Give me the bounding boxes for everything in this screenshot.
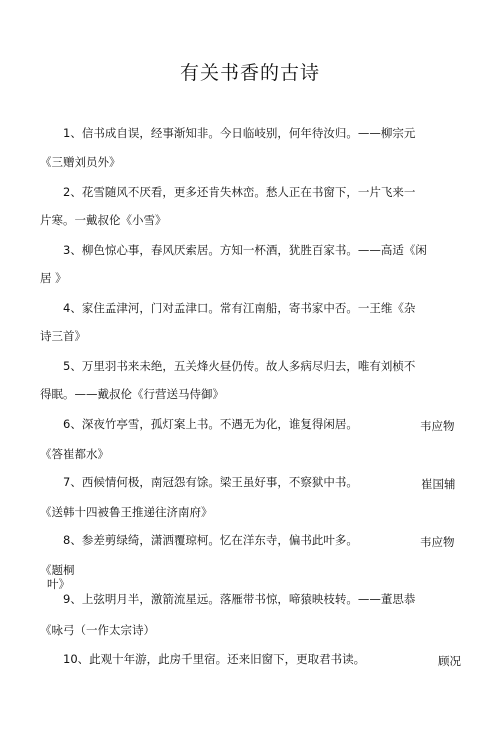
poem-line: 10、此观十年游，此房千里宿。还来旧窗下，更取君书读。 <box>63 652 366 666</box>
poem-author: 崔国辅 <box>421 477 456 491</box>
poem-line: 3、柳色惊心事，春风厌索居。方知一杯酒，犹胜百家书。——高适《闲 <box>63 243 427 257</box>
poem-source: 《咏弓（一作太宗诗） <box>40 623 155 637</box>
poem-line: 5、万里羽书来未绝，五关烽火昼仍传。故人多病尽归去，唯有刘桢不 <box>63 359 416 373</box>
poem-source: 《送韩十四被鲁王推递往济南府》 <box>40 505 213 519</box>
poem-source: 诗三首》 <box>40 329 86 343</box>
poem-author: 顾况 <box>438 654 461 668</box>
poem-source: 《三赠刘员外》 <box>40 155 121 169</box>
poem-line: 6、深夜竹亭雪，孤灯案上书。不遇无为化，谁复得闲居。 <box>63 417 358 431</box>
poem-line: 8、参差剪绿绮，潇洒覆琼柯。忆在洋东寺，偏书此叶多。 <box>63 533 358 547</box>
poem-source: 《答崔都水》 <box>40 447 109 461</box>
poem-line: 7、西候情何极，南冠怨有馀。梁王虽好事，不察狱中书。 <box>63 475 358 489</box>
poem-line: 4、家住孟津河，门对孟津口。常有江南船，寄书家中否。一王维《杂 <box>63 301 416 315</box>
poem-source: 《题桐 <box>40 563 75 577</box>
poem-source: 居 》 <box>40 271 67 285</box>
poem-source: 叶》 <box>47 577 70 591</box>
poem-line: 1、信书成自误，经事渐知非。今日临岐别，何年待汝归。——柳宗元 <box>63 126 416 140</box>
poem-author: 韦应物 <box>420 535 455 549</box>
poem-line: 2、花雪随风不厌看，更多还肯失林峦。愁人正在书窗下，一片飞来一 <box>63 185 416 199</box>
poem-line: 9、上弦明月半，激箭流星远。落雁带书惊，啼猿映枝转。——董思恭 <box>63 592 416 606</box>
poem-source: 片寒。一戴叔伦《小雪》 <box>40 213 167 227</box>
poem-source: 得眠。——戴叔伦《行营送马侍御》 <box>40 387 224 401</box>
page-title: 有关书香的古诗 <box>179 62 320 84</box>
poem-author: 韦应物 <box>420 419 455 433</box>
